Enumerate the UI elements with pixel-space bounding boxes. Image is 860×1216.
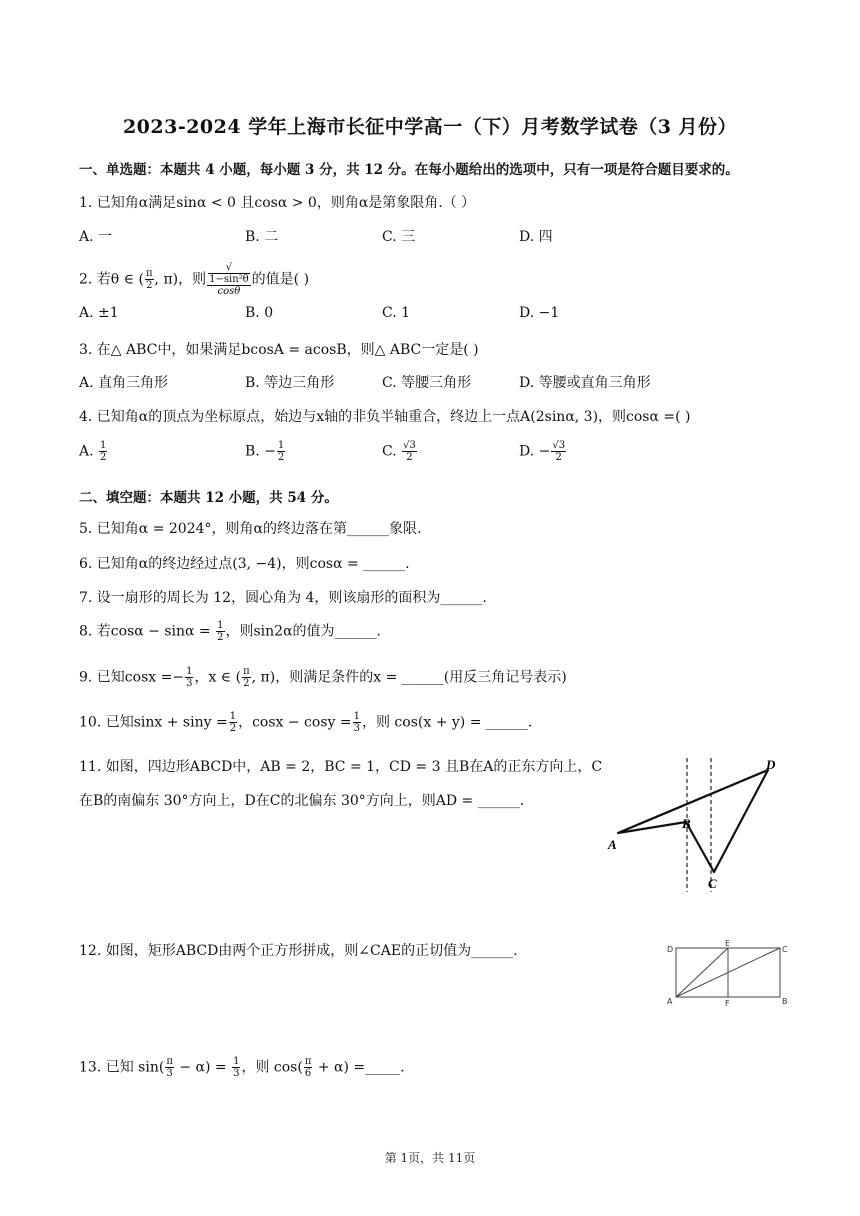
label-d: D [667, 945, 674, 954]
option-c: C. 1 [382, 305, 411, 321]
label-e: E [725, 939, 731, 948]
label-b: B [682, 816, 691, 831]
fraction-sqrt-over-cos: √ 1−sin²θ cosθ [209, 262, 249, 297]
question-13: 13. 已知 sin( $\frac{\pi}{3}$ − α) = $\frac{1}{3}$ ，则 cos( $\frac{\pi}{6}$ + α) =_____. [79, 1056, 405, 1079]
option-c: C. $\frac{√3}{2}$ [382, 440, 416, 463]
quadrilateral-figure [600, 750, 790, 900]
section-heading-fill-in: 二、填空题：本题共 12 小题，共 54 分。 [79, 490, 338, 506]
question-12: 12. 如图，矩形ABCD由两个正方形拼成，则∠CAE的正切值为______. [79, 943, 518, 959]
label-a: A [608, 837, 617, 852]
page-footer: 第 1页，共 11页 [384, 1151, 476, 1165]
label-b: B [782, 997, 788, 1006]
question-4-options [79, 440, 779, 470]
question-1-options [79, 226, 779, 248]
segment-ae [676, 948, 728, 997]
question-4: 4. 已知角α的顶点为坐标原点，始边与x轴的非负半轴重合，终边上一点A(2sinα, 3)，则cosα =( ) [79, 409, 691, 425]
option-b: B. − $\frac{1}{2}$ [245, 440, 285, 463]
question-3-options [79, 372, 779, 394]
option-b: B. 等边三角形 [245, 375, 335, 391]
question-1: 1. 已知角α满足sinα < 0 且cosα > 0，则角α是第象限角.（ ） [79, 195, 476, 211]
label-d: D [766, 757, 776, 772]
question-7: 7. 设一扇形的周长为 12，圆心角为 4，则该扇形的面积为______. [79, 590, 487, 606]
label-f: F [725, 999, 730, 1008]
rectangle-figure [664, 938, 790, 1008]
option-d: D. −1 [519, 305, 560, 321]
fraction-pi-over-2: $\frac{\pi}{2}$ [145, 268, 153, 291]
question-11-line-1: 11. 如图，四边形ABCD中，AB = 2，BC = 1，CD = 3 且B在A的正东方向上，C [79, 759, 603, 775]
question-11-line-2: 在B的南偏东 30°方向上，D在C的北偏东 30°方向上，则AD = ______. [79, 793, 525, 809]
option-a: A. $\frac{1}{2}$ [79, 440, 107, 463]
option-b: B. 0 [245, 305, 274, 321]
option-d: D. 等腰或直角三角形 [519, 375, 651, 391]
question-6: 6. 已知角α的终边经过点(3, −4)，则cosα = ______. [79, 556, 410, 572]
question-8: 8. 若cosα − sinα = $\frac{1}{2}$ ，则sin2α的值为______. [79, 620, 381, 643]
option-c: C. 等腰三角形 [382, 375, 472, 391]
page-title: 2023-2024 学年上海市长征中学高一（下）月考数学试卷（3 月份） [122, 116, 738, 138]
label-c: C [708, 876, 717, 891]
question-10: 10. 已知sinx + siny = $\frac{1}{2}$ ，cosx − cosy = $\frac{1}{3}$ ，则 cos(x + y) = ______. [79, 711, 533, 734]
option-d: D. 四 [519, 229, 553, 245]
option-a: A. 直角三角形 [79, 375, 169, 391]
option-c: C. 三 [382, 229, 416, 245]
quadrilateral-abcd [618, 770, 768, 872]
question-2-options [79, 305, 779, 327]
question-3: 3. 在△ ABC中，如果满足bcosA = acosB，则△ ABC一定是( ) [79, 342, 479, 358]
question-9: 9. 已知cosx =− $\frac{1}{3}$ ，x ∈ ( $\frac{\pi}{2}$ , π)，则满足条件的x = ______(用反三角记号表示) [79, 666, 567, 689]
diagonal-ad [618, 770, 768, 833]
option-d: D. − $\frac{√3}{2}$ [519, 440, 566, 463]
label-c: C [782, 945, 788, 954]
option-a: A. 一 [79, 229, 113, 245]
option-a: A. ±1 [79, 305, 119, 321]
question-2: 2. 若θ ∈ ( $\frac{\pi}{2}$ , π)，则 √ 1−sin²θ cosθ 的值是( ) [79, 262, 310, 297]
option-b: B. 二 [245, 229, 279, 245]
section-heading-single-choice: 一、单选题：本题共 4 小题，每小题 3 分，共 12 分。在每小题给出的选项中，只有一项是符合题目要求的。 [79, 162, 739, 178]
question-5: 5. 已知角α = 2024°，则角α的终边落在第______象限. [79, 521, 422, 537]
label-a: A [667, 997, 673, 1006]
